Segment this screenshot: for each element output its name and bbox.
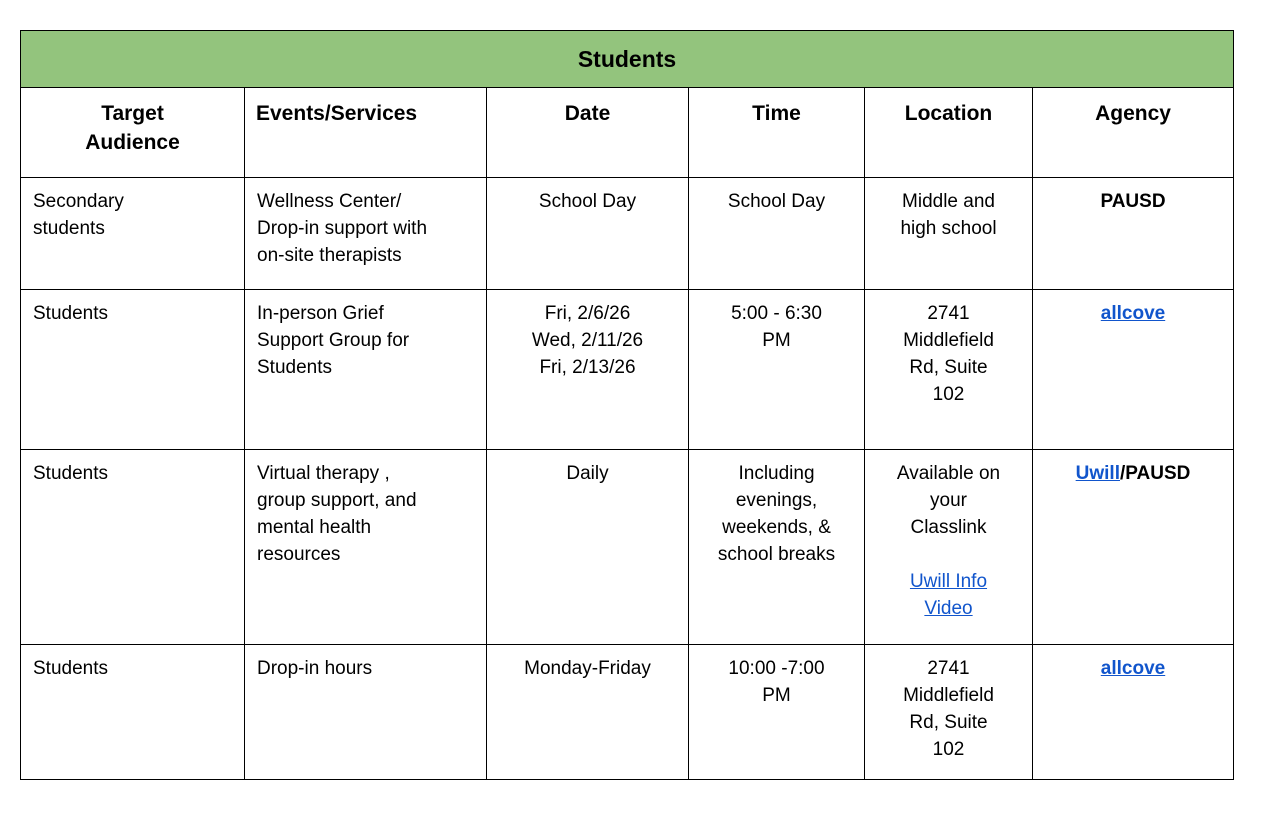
cell-text: Daily [566,463,609,484]
cell-line [873,568,1024,595]
cell-text: school breaks [717,544,836,565]
cell-line [873,188,1024,215]
cell-text: In-person Grief [257,303,384,324]
cell-target-audience [21,450,245,645]
cell-line [873,709,1024,736]
cell-location [865,450,1033,645]
cell-events-services [245,645,487,780]
cell-line [257,242,478,269]
column-header-location: Location [865,88,1033,178]
cell-line [257,541,478,568]
cell-time [689,450,865,645]
cell-text: Including [738,463,815,484]
schedule-table [20,30,1234,780]
cell-agency [1033,178,1234,290]
cell-text: mental health [257,517,372,538]
cell-events-services [245,290,487,450]
cell-text: PM [762,685,791,706]
cell-date [487,450,689,645]
cell-text: Middlefield [903,330,994,351]
header-row [21,88,1234,178]
cell-text: resources [257,544,341,565]
schedule-table-body [21,31,1234,780]
cell-agency [1033,645,1234,780]
cell-time [689,290,865,450]
table-title: Students [21,31,1234,88]
cell-line [697,541,856,568]
cell-line [697,300,856,327]
column-header-target-audience: Target Audience [21,88,245,178]
cell-text: high school [900,218,997,239]
cell-events-services [245,450,487,645]
cell-line [697,460,856,487]
cell-text: Rd, Suite [909,357,988,378]
cell-line [873,354,1024,381]
title-row [21,31,1234,88]
cell-date [487,178,689,290]
cell-line [873,736,1024,763]
cell-line [873,300,1024,327]
cell-line [1041,655,1225,682]
cell-text: evenings, [735,490,818,511]
cell-line [257,460,478,487]
uwill-link[interactable]: Uwill [1075,463,1120,484]
cell-text: 102 [932,384,965,405]
cell-text: Students [257,357,332,378]
cell-text: Drop-in support with [257,218,428,239]
cell-text: Middlefield [903,685,994,706]
cell-line [697,487,856,514]
cell-text: students [33,218,105,239]
cell-line [257,215,478,242]
column-header-time: Time [689,88,865,178]
cell-text: Wellness Center/ [257,191,402,212]
table-row [21,645,1234,780]
allcove-link[interactable]: allcove [1100,658,1166,679]
cell-line [33,655,236,682]
cell-line [495,655,680,682]
cell-date [487,645,689,780]
cell-line [33,215,236,242]
uwill-info-video-link[interactable]: Uwill Info [909,571,988,592]
cell-line [495,327,680,354]
cell-text: Monday-Friday [524,658,651,679]
cell-line [495,188,680,215]
cell-location [865,178,1033,290]
allcove-link[interactable]: allcove [1100,303,1166,324]
cell-line [873,460,1024,487]
cell-line [1041,300,1225,327]
cell-text: Middle and [902,191,995,212]
cell-line [697,327,856,354]
cell-location [865,645,1033,780]
column-header-agency: Agency [1033,88,1234,178]
cell-agency [1033,450,1234,645]
cell-line [873,541,1024,568]
cell-line [697,188,856,215]
cell-text: Support Group for [257,330,410,351]
cell-time [689,178,865,290]
cell-text: your [930,490,967,511]
cell-text: Virtual therapy , [257,463,390,484]
uwill-info-video-link[interactable]: Video [924,598,973,619]
cell-text: 2741 [927,658,970,679]
cell-line [1041,460,1225,487]
cell-line [873,595,1024,622]
cell-text: Fri, 2/6/26 [544,303,631,324]
cell-text: group support, and [257,490,417,511]
cell-text: Wed, 2/11/26 [531,330,644,351]
cell-line [697,682,856,709]
cell-text: 5:00 - 6:30 [731,303,822,324]
cell-text: Students [33,658,108,679]
cell-text: Students [33,463,108,484]
cell-text: Classlink [910,517,987,538]
column-header-date: Date [487,88,689,178]
cell-line [873,682,1024,709]
cell-text: 10:00 -7:00 [728,658,825,679]
cell-text: PAUSD [1100,191,1166,212]
column-header-events-services: Events/Services [245,88,487,178]
cell-line [33,460,236,487]
cell-text: Students [33,303,108,324]
cell-line [495,300,680,327]
cell-line [873,327,1024,354]
cell-line [257,354,478,381]
cell-line [33,300,236,327]
cell-line [257,300,478,327]
cell-line [873,215,1024,242]
cell-text: Fri, 2/13/26 [539,357,636,378]
cell-line [257,655,478,682]
cell-line [1041,188,1225,215]
cell-line [257,487,478,514]
cell-text: Secondary [33,191,124,212]
cell-line [257,327,478,354]
cell-agency [1033,290,1234,450]
cell-location [865,290,1033,450]
cell-target-audience [21,645,245,780]
cell-text: 2741 [927,303,970,324]
cell-text: School Day [727,191,826,212]
cell-line [257,188,478,215]
cell-text: School Day [538,191,637,212]
cell-text: /PAUSD [1119,463,1191,484]
cell-text: weekends, & [722,517,831,538]
cell-target-audience [21,178,245,290]
table-row [21,290,1234,450]
cell-line [495,354,680,381]
cell-line [257,514,478,541]
cell-line [873,381,1024,408]
cell-date [487,290,689,450]
cell-line [495,460,680,487]
cell-text: Available on [896,463,1001,484]
cell-events-services [245,178,487,290]
table-row [21,178,1234,290]
cell-line [873,487,1024,514]
cell-time [689,645,865,780]
cell-text: 102 [932,739,965,760]
schedule-table-container [20,30,1234,780]
cell-line [697,655,856,682]
cell-line [33,188,236,215]
cell-line [873,655,1024,682]
cell-text: PM [762,330,791,351]
cell-line [697,514,856,541]
cell-line [873,514,1024,541]
cell-text: Rd, Suite [909,712,988,733]
cell-text: on-site therapists [257,245,402,266]
cell-target-audience [21,290,245,450]
cell-text: Drop-in hours [257,658,373,679]
table-row [21,450,1234,645]
